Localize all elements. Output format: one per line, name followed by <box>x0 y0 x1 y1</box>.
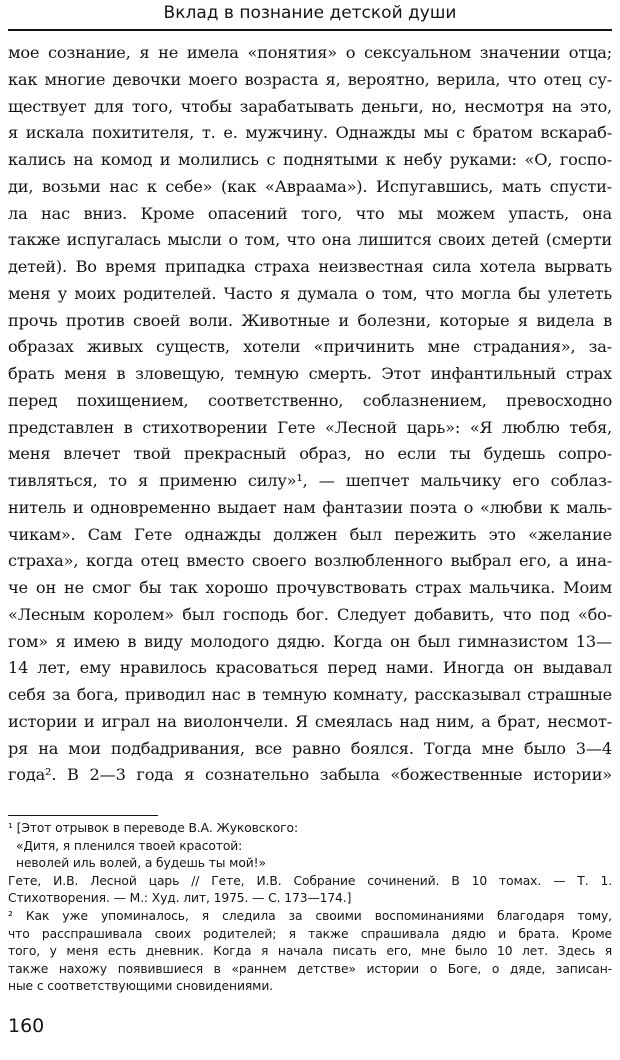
footnote-line: также нахожу появившиеся в «раннем детстве» истории о Боге, о дяде, записан- <box>8 961 612 976</box>
body-line: представлен в стихотворении Гете «Лесной царь»: «Я люблю тебя, <box>8 417 612 437</box>
body-line: года². В 2—3 года я сознательно забыла «божественные истории» <box>8 765 612 785</box>
body-line: «Лесным королем» был господь бог. Следует добавить, что под «бо- <box>8 604 612 624</box>
body-line: ря на мои подбадривания, все равно боялся. Тогда мне было 3—4 <box>8 738 612 758</box>
body-line: ществует для того, чтобы зарабатывать деньги, но, несмотря на это, <box>8 96 612 116</box>
body-line: тивляться, то я применю силу»¹, — шепчет мальчику его соблаз- <box>8 471 612 490</box>
footnote-line: «Дитя, я пленился твоей красотой: <box>16 838 243 853</box>
body-line: ди, возьми нас к себе» (как «Авраама»). Испугавшись, мать спусти- <box>8 176 612 196</box>
body-line: меня влечет твой прекрасный образ, но если ты будешь сопро- <box>8 444 612 464</box>
body-line: я искала похитителя, т. е. мужчину. Однажды мы с братом вскараб- <box>8 123 612 143</box>
body-line: себя за бога, приводил нас в темную комнату, рассказывал страшные <box>8 685 612 704</box>
footnote-line: Гете, И.В. Лесной царь // Гете, И.В. Собрание сочинений. В 10 томах. — Т. 1. <box>8 873 612 888</box>
running-head: Вклад в познание детской души <box>163 3 457 23</box>
footnote-line: Стихотворения. — М.: Худ. лит, 1975. — С. 173—174.] <box>8 891 352 906</box>
body-line: брать меня в зловещую, темную смерть. Этот инфантильный страх <box>8 364 612 383</box>
footnote-line: неволей иль волей, а будешь ты мой!» <box>16 856 266 871</box>
body-line: че он не смог бы так хорошо прочувствовать страх мальчика. Моим <box>8 578 612 597</box>
body-line: 14 лет, ему нравилось красоваться перед нами. Иногда он выдавал <box>8 658 612 678</box>
body-line: прочь против своей воли. Животные и болезни, которые я видела в <box>8 310 612 330</box>
footnote-line: того, у меня есть дневник. Когда я начала писать его, мне было 10 лет. Здесь я <box>8 944 612 959</box>
body-line: гом» я имею в виду молодого дядю. Когда он был гимназистом 13— <box>8 631 612 651</box>
body-line: нитель и одновременно выдает нам фантазии поэта о «любви к маль- <box>8 497 612 517</box>
body-text <box>8 40 612 789</box>
body-line: страха», когда отец вместо своего возлюбленного выбрал его, а ина- <box>8 551 612 571</box>
footnote-line: ные с соответствующими сновидениями. <box>8 979 274 994</box>
footnote-line: ² Как уже упоминалось, я следила за своими воспоминаниями благодаря тому, <box>8 908 612 923</box>
header-rule <box>8 29 612 31</box>
body-line: чикам». Сам Гете однажды должен был пережить это «желание <box>8 524 612 544</box>
body-line: также испугалась мысли о том, что она лишится своих детей (смерти <box>8 230 612 250</box>
body-line: детей). Во время припадка страха неизвестная сила хотела вырвать <box>8 257 612 276</box>
body-line: как многие девочки моего возраста я, вероятно, верила, что отец су- <box>8 69 612 89</box>
body-line: перед похищением, соответственно, соблазнением, превосходно <box>8 390 612 410</box>
page-number: 160 <box>8 1015 45 1037</box>
body-line: ла нас вниз. Кроме опасений того, что мы можем упасть, она <box>8 203 612 223</box>
footnotes <box>8 820 612 996</box>
body-line: меня у моих родителей. Часто я думала о том, что могла бы улететь <box>8 283 612 303</box>
body-line: кались на комод и молились с поднятыми к небу руками: «О, госпо- <box>8 150 612 169</box>
body-line: истории и играл на виолончели. Я смеялась над ним, а брат, несмот- <box>8 711 612 731</box>
footnote-separator <box>8 815 158 816</box>
footnote-line: что расспрашивала своих родителей; я также спрашивала дядю и брата. Кроме <box>8 926 612 941</box>
body-line: мое сознание, я не имела «понятия» о сексуальном значении отца; <box>8 43 612 62</box>
footnote-line: ¹ [Этот отрывок в переводе В.А. Жуковского: <box>8 821 299 835</box>
body-line: образах живых существ, хотели «причинить мне страдания», за- <box>8 337 612 357</box>
